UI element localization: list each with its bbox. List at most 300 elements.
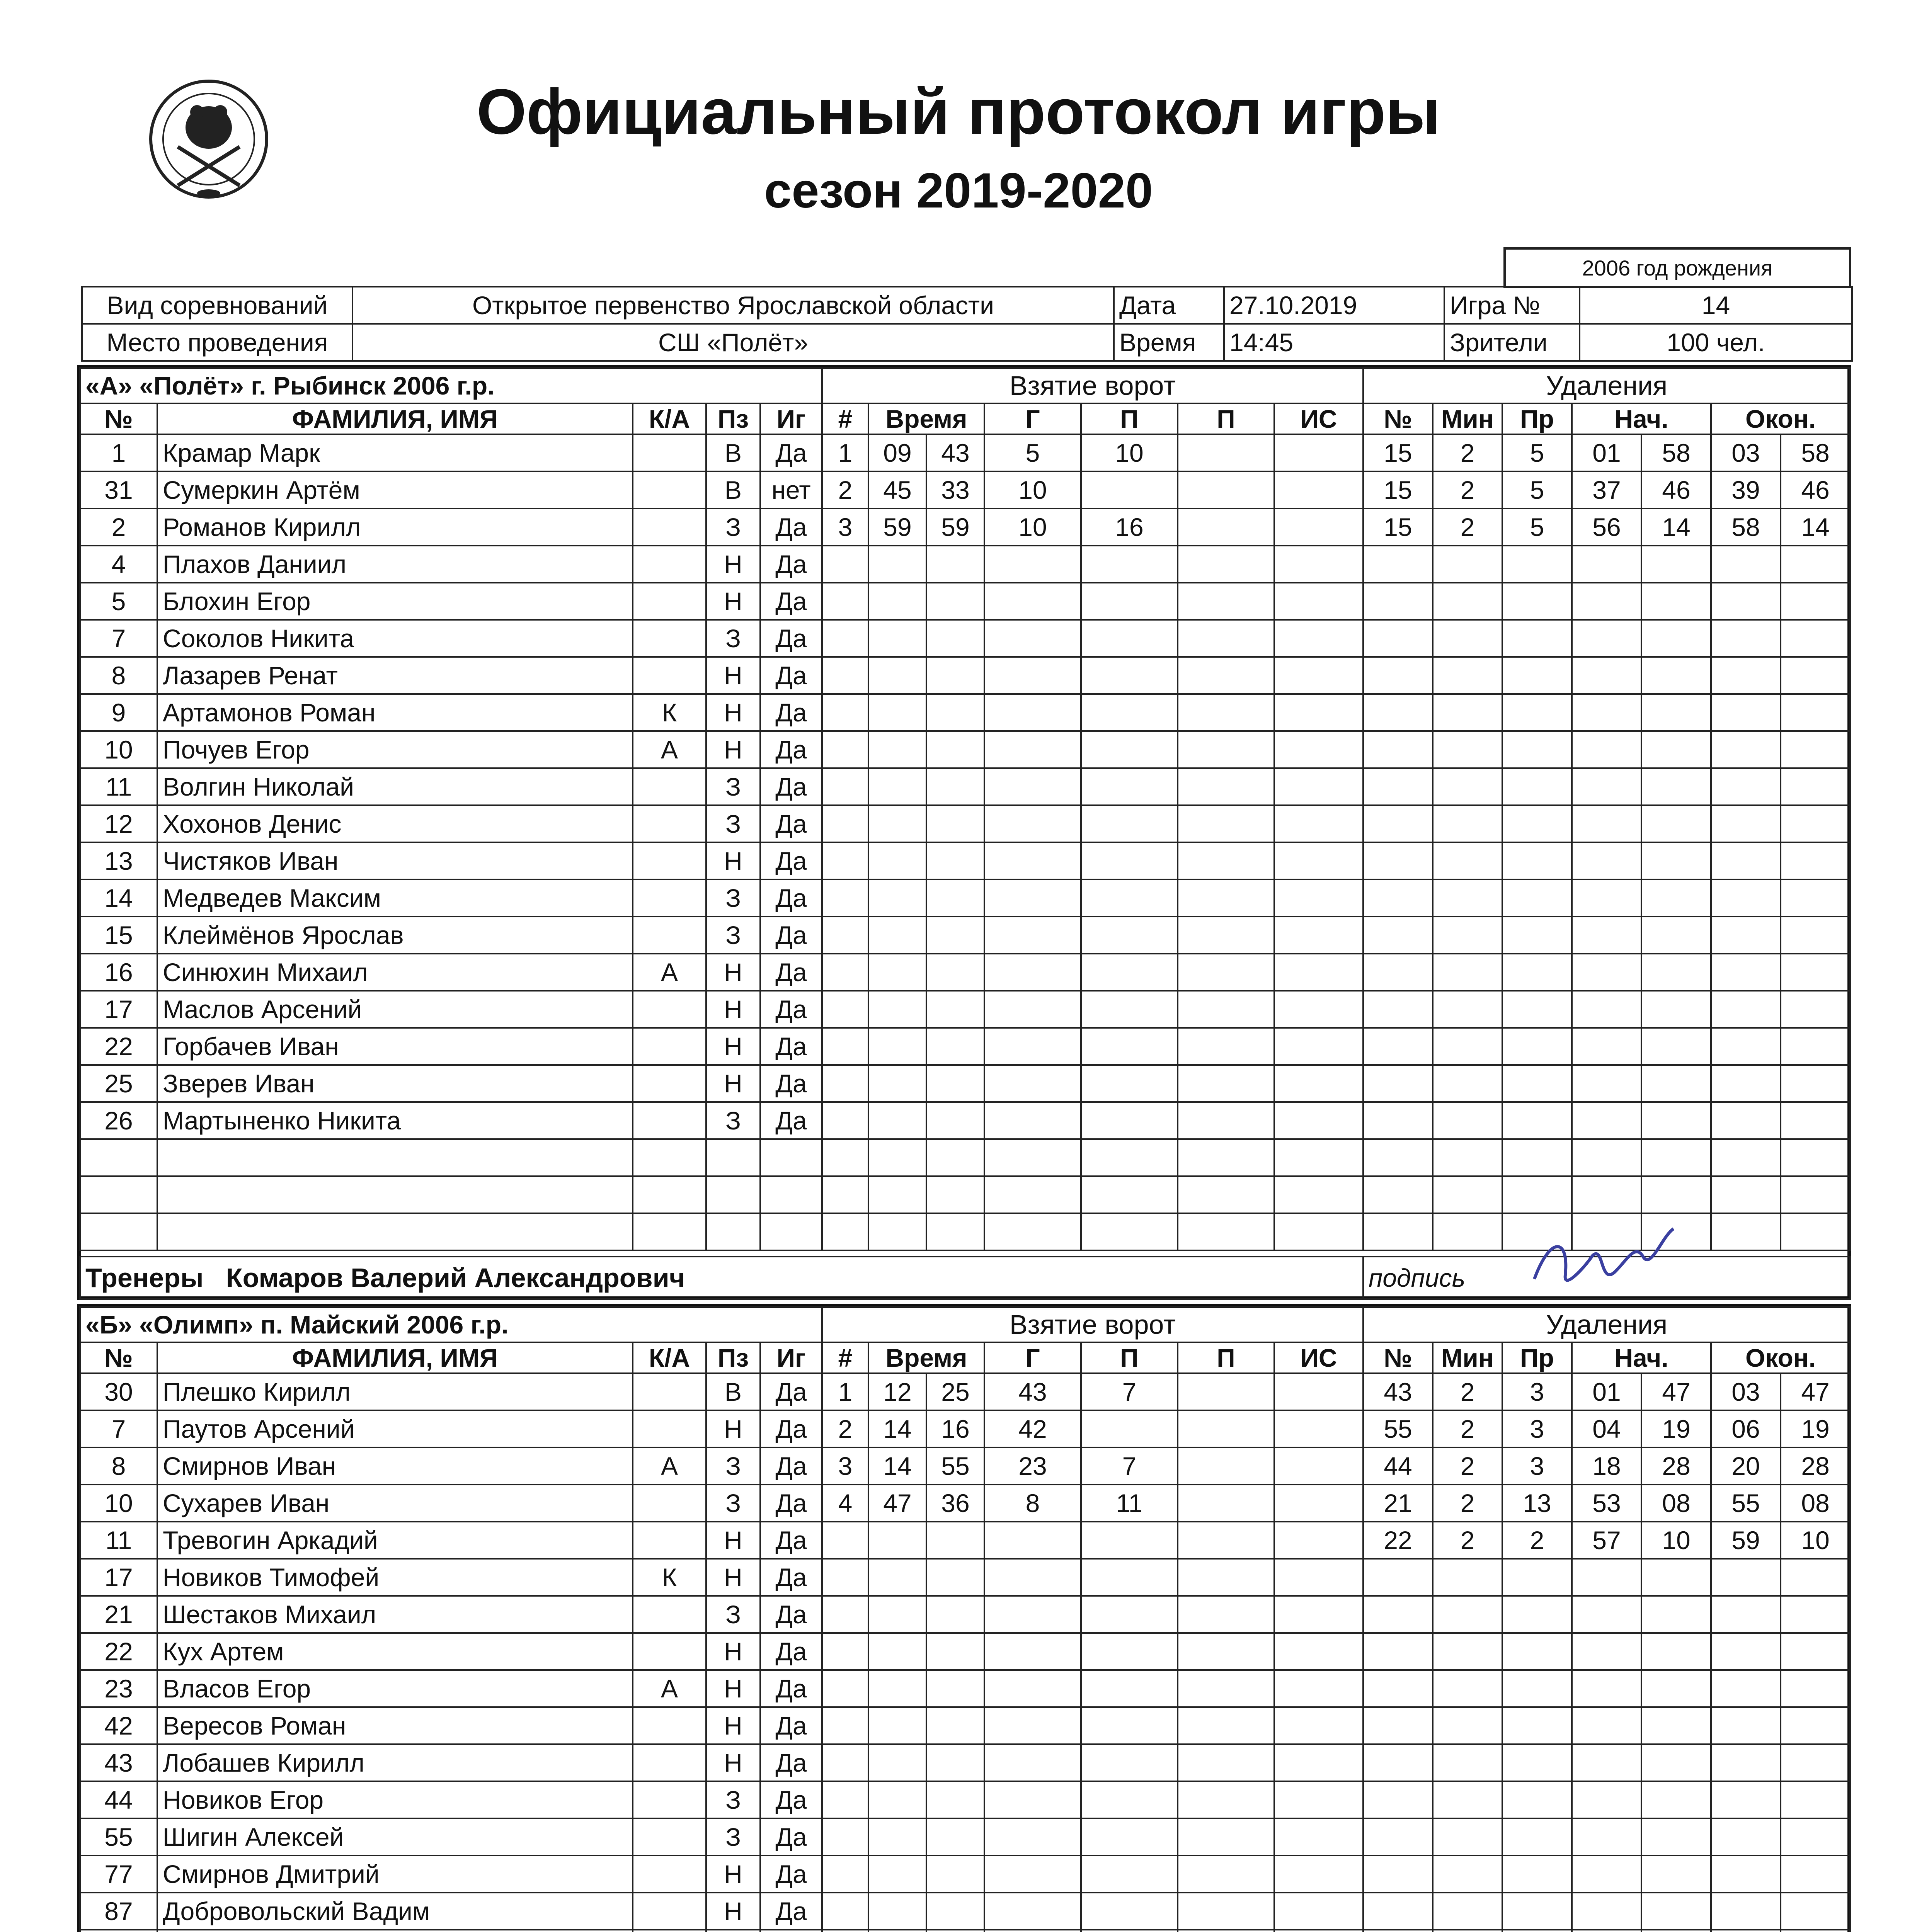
penalty-end-min	[1711, 917, 1781, 954]
penalty-start-sec: 08	[1641, 1485, 1711, 1522]
player-row	[80, 1633, 822, 1670]
penalty-start-min: 37	[1572, 471, 1641, 509]
col-assist-2: П	[1178, 1342, 1274, 1373]
goal-situation	[1274, 434, 1363, 471]
goal-assist-1	[1081, 1633, 1178, 1670]
penalty-minutes	[1433, 1818, 1502, 1855]
penalty-player	[1363, 1559, 1433, 1596]
player-row	[80, 842, 822, 879]
player-position: Н	[706, 1410, 760, 1447]
col-pen-end: Окон.	[1711, 403, 1850, 434]
goal-scorer: 10	[984, 509, 1081, 546]
player-row	[80, 1447, 822, 1485]
player-name	[157, 1213, 633, 1250]
player-captain-mark	[633, 768, 706, 805]
player-played: Да	[760, 1028, 822, 1065]
goal-minute	[868, 1633, 926, 1670]
goal-assist-2	[1178, 1485, 1274, 1522]
player-played: Да	[760, 1781, 822, 1818]
goal-situation	[1274, 879, 1363, 917]
penalty-end-sec	[1781, 1707, 1850, 1744]
penalty-start-sec	[1641, 1176, 1711, 1213]
col-pen-end: Окон.	[1711, 1342, 1850, 1373]
penalty-start-sec	[1641, 991, 1711, 1028]
goal-row	[822, 1744, 1363, 1781]
goal-row	[822, 1670, 1363, 1707]
penalty-reason	[1502, 1028, 1572, 1065]
player-name: Смирнов Дмитрий	[157, 1855, 633, 1893]
team-b-goals	[821, 1306, 1364, 1932]
player-row	[80, 1028, 822, 1065]
goal-row	[822, 546, 1363, 583]
goal-number	[822, 1028, 868, 1065]
player-name	[157, 1176, 633, 1213]
goal-assist-2	[1178, 657, 1274, 694]
player-name: Маслов Арсений	[157, 991, 633, 1028]
col-name: ФАМИЛИЯ, ИМЯ	[157, 403, 633, 434]
player-position: З	[706, 917, 760, 954]
player-number: 44	[80, 1781, 157, 1818]
penalty-start-min	[1572, 583, 1641, 620]
col-assist-2: П	[1178, 403, 1274, 434]
penalty-minutes	[1433, 1596, 1502, 1633]
penalty-start-sec	[1641, 842, 1711, 879]
goal-scorer	[984, 546, 1081, 583]
penalty-end-sec	[1781, 879, 1850, 917]
penalty-start-min: 53	[1572, 1485, 1641, 1522]
col-goal-num: #	[822, 403, 868, 434]
penalty-player: 44	[1363, 1447, 1433, 1485]
goal-number	[822, 583, 868, 620]
player-number: 42	[80, 1707, 157, 1744]
goal-second	[926, 879, 984, 917]
player-number: 11	[80, 1522, 157, 1559]
player-captain-mark	[633, 1893, 706, 1930]
penalty-start-min: 57	[1572, 1522, 1641, 1559]
player-name: Горбачев Иван	[157, 1028, 633, 1065]
penalty-end-sec	[1781, 1633, 1850, 1670]
player-number: 25	[80, 1065, 157, 1102]
penalty-reason	[1502, 1707, 1572, 1744]
penalty-reason	[1502, 805, 1572, 842]
goal-assist-2	[1178, 842, 1274, 879]
player-played: Да	[760, 1410, 822, 1447]
penalty-end-sec: 19	[1781, 1410, 1850, 1447]
penalty-end-sec: 46	[1781, 471, 1850, 509]
player-played	[760, 1213, 822, 1250]
goal-assist-1: 7	[1081, 1373, 1178, 1410]
player-number: 17	[80, 1559, 157, 1596]
penalty-player	[1363, 1781, 1433, 1818]
goal-scorer	[984, 1744, 1081, 1781]
player-position: Н	[706, 1893, 760, 1930]
player-played: Да	[760, 954, 822, 991]
goal-situation	[1274, 1373, 1363, 1410]
col-pz: Пз	[706, 403, 760, 434]
penalty-start-sec	[1641, 768, 1711, 805]
player-name	[157, 1139, 633, 1176]
goal-row	[822, 1930, 1363, 1932]
penalty-reason	[1502, 1596, 1572, 1633]
goal-minute: 47	[868, 1485, 926, 1522]
penalty-reason	[1502, 1176, 1572, 1213]
penalty-reason	[1502, 991, 1572, 1028]
penalty-minutes	[1433, 1633, 1502, 1670]
goal-number	[822, 1670, 868, 1707]
penalty-start-sec: 46	[1641, 471, 1711, 509]
goal-assist-1: 10	[1081, 434, 1178, 471]
player-captain-mark	[633, 1373, 706, 1410]
penalty-row	[1363, 1373, 1850, 1410]
penalty-reason	[1502, 546, 1572, 583]
player-name: Медведев Максим	[157, 879, 633, 917]
penalty-end-sec	[1781, 694, 1850, 731]
goal-row	[822, 1596, 1363, 1633]
penalty-minutes	[1433, 1781, 1502, 1818]
goal-second	[926, 546, 984, 583]
penalty-start-min	[1572, 991, 1641, 1028]
player-played: Да	[760, 731, 822, 768]
col-name: ФАМИЛИЯ, ИМЯ	[157, 1342, 633, 1373]
penalty-player	[1363, 1744, 1433, 1781]
goal-number	[822, 1930, 868, 1932]
player-captain-mark	[633, 434, 706, 471]
player-position: З	[706, 1447, 760, 1485]
player-row	[80, 1596, 822, 1633]
goal-assist-1	[1081, 1781, 1178, 1818]
player-number	[80, 1213, 157, 1250]
player-position: Н	[706, 954, 760, 991]
player-name: Сухарев Иван	[157, 1485, 633, 1522]
penalty-minutes: 2	[1433, 1485, 1502, 1522]
penalty-row	[1363, 471, 1850, 509]
penalty-end-min	[1711, 1893, 1781, 1930]
penalty-reason	[1502, 1139, 1572, 1176]
penalty-start-min	[1572, 1028, 1641, 1065]
player-row	[80, 1670, 822, 1707]
goal-assist-2	[1178, 620, 1274, 657]
penalty-reason	[1502, 1559, 1572, 1596]
col-pen-start: Нач.	[1572, 1342, 1711, 1373]
goal-scorer	[984, 731, 1081, 768]
penalty-start-sec	[1641, 805, 1711, 842]
player-captain-mark	[633, 1744, 706, 1781]
goal-assist-2	[1178, 1410, 1274, 1447]
player-position: З	[706, 1818, 760, 1855]
penalty-row	[1363, 694, 1850, 731]
team-b-goals-title: Взятие ворот	[822, 1307, 1363, 1342]
penalty-start-min	[1572, 1559, 1641, 1596]
goal-assist-2	[1178, 805, 1274, 842]
goal-second: 36	[926, 1485, 984, 1522]
goal-number	[822, 1781, 868, 1818]
penalty-player	[1363, 842, 1433, 879]
player-position: З	[706, 1781, 760, 1818]
goal-row	[822, 1893, 1363, 1930]
penalty-row	[1363, 1176, 1850, 1213]
goal-number	[822, 917, 868, 954]
penalty-player	[1363, 694, 1433, 731]
player-captain-mark	[633, 1522, 706, 1559]
player-number: 11	[80, 768, 157, 805]
player-position: Н	[706, 1065, 760, 1102]
goal-minute	[868, 1855, 926, 1893]
penalty-reason	[1502, 1781, 1572, 1818]
goal-assist-1	[1081, 1065, 1178, 1102]
penalty-start-sec	[1641, 1028, 1711, 1065]
penalty-start-min	[1572, 1707, 1641, 1744]
penalty-end-sec	[1781, 1102, 1850, 1139]
penalty-player: 15	[1363, 471, 1433, 509]
goal-row	[822, 1213, 1363, 1250]
penalty-start-min	[1572, 731, 1641, 768]
goal-scorer	[984, 954, 1081, 991]
penalty-minutes	[1433, 1176, 1502, 1213]
player-name: Клеймёнов Ярослав	[157, 917, 633, 954]
goal-number	[822, 1596, 868, 1633]
penalty-end-sec: 58	[1781, 434, 1850, 471]
player-played: Да	[760, 1485, 822, 1522]
player-number: 22	[80, 1028, 157, 1065]
goal-second	[926, 1176, 984, 1213]
penalty-end-min	[1711, 1670, 1781, 1707]
penalty-minutes	[1433, 1213, 1502, 1250]
penalty-start-min	[1572, 1102, 1641, 1139]
player-row	[80, 1818, 822, 1855]
player-name: Плахов Даниил	[157, 546, 633, 583]
penalty-reason: 3	[1502, 1373, 1572, 1410]
player-number: 8	[80, 1447, 157, 1485]
penalty-end-min	[1711, 1855, 1781, 1893]
penalty-row	[1363, 1522, 1850, 1559]
player-row	[80, 1213, 822, 1250]
penalty-end-min	[1711, 731, 1781, 768]
penalty-row	[1363, 657, 1850, 694]
penalty-player	[1363, 1139, 1433, 1176]
goal-number	[822, 1818, 868, 1855]
penalty-minutes	[1433, 1028, 1502, 1065]
goal-assist-2	[1178, 1176, 1274, 1213]
player-played: Да	[760, 917, 822, 954]
goal-situation	[1274, 768, 1363, 805]
goal-scorer: 42	[984, 1410, 1081, 1447]
penalty-player	[1363, 1633, 1433, 1670]
penalty-start-sec	[1641, 1893, 1711, 1930]
penalty-end-min: 58	[1711, 509, 1781, 546]
penalty-reason: 2	[1502, 1522, 1572, 1559]
goal-situation	[1274, 1065, 1363, 1102]
player-played: Да	[760, 434, 822, 471]
penalty-row	[1363, 991, 1850, 1028]
goal-number: 2	[822, 1410, 868, 1447]
penalty-end-min	[1711, 991, 1781, 1028]
goal-second: 55	[926, 1447, 984, 1485]
penalty-start-sec	[1641, 1596, 1711, 1633]
player-position: Н	[706, 1670, 760, 1707]
goal-scorer	[984, 1781, 1081, 1818]
penalty-end-min	[1711, 842, 1781, 879]
player-position: З	[706, 620, 760, 657]
col-assist-1: П	[1081, 403, 1178, 434]
goal-minute	[868, 768, 926, 805]
col-num: №	[80, 1342, 157, 1373]
player-number: 5	[80, 583, 157, 620]
goal-minute	[868, 1670, 926, 1707]
penalty-row	[1363, 1485, 1850, 1522]
goal-scorer: 5	[984, 434, 1081, 471]
penalty-minutes	[1433, 546, 1502, 583]
goal-minute: 09	[868, 434, 926, 471]
player-number: 17	[80, 991, 157, 1028]
player-number	[80, 1139, 157, 1176]
player-played: Да	[760, 546, 822, 583]
player-played: Да	[760, 1522, 822, 1559]
goal-second	[926, 620, 984, 657]
penalty-player	[1363, 583, 1433, 620]
penalty-start-min	[1572, 1596, 1641, 1633]
player-number	[80, 1176, 157, 1213]
penalty-end-sec: 08	[1781, 1485, 1850, 1522]
goal-assist-2	[1178, 1559, 1274, 1596]
team-b-penalties	[1362, 1306, 1851, 1932]
penalty-end-min	[1711, 1633, 1781, 1670]
penalty-reason: 5	[1502, 509, 1572, 546]
penalty-end-sec: 47	[1781, 1373, 1850, 1410]
col-ig: Иг	[760, 403, 822, 434]
penalty-end-sec	[1781, 1930, 1850, 1932]
penalty-end-sec	[1781, 583, 1850, 620]
penalty-player	[1363, 1065, 1433, 1102]
player-played: Да	[760, 1893, 822, 1930]
player-row	[80, 991, 822, 1028]
team-b-roster	[79, 1306, 823, 1932]
penalty-row	[1363, 1102, 1850, 1139]
place-value: СШ «Полёт»	[352, 324, 1114, 361]
penalty-start-min	[1572, 954, 1641, 991]
goal-assist-1	[1081, 583, 1178, 620]
penalty-end-min: 55	[1711, 1485, 1781, 1522]
goal-second: 43	[926, 434, 984, 471]
penalty-end-sec	[1781, 954, 1850, 991]
penalty-end-sec	[1781, 657, 1850, 694]
goal-situation	[1274, 1781, 1363, 1818]
goal-minute: 59	[868, 509, 926, 546]
penalty-reason	[1502, 917, 1572, 954]
penalty-start-min	[1572, 546, 1641, 583]
penalty-minutes	[1433, 1930, 1502, 1932]
goal-second: 33	[926, 471, 984, 509]
goal-number	[822, 1176, 868, 1213]
player-number: 87	[80, 1893, 157, 1930]
goal-row	[822, 917, 1363, 954]
goal-situation	[1274, 1633, 1363, 1670]
goal-second	[926, 1930, 984, 1932]
player-row	[80, 879, 822, 917]
penalty-start-min	[1572, 1633, 1641, 1670]
goal-number	[822, 879, 868, 917]
team-a-signature-label: подпись	[1363, 1257, 1850, 1299]
game-value: 14	[1580, 287, 1852, 324]
goal-situation	[1274, 731, 1363, 768]
goal-scorer: 43	[984, 1373, 1081, 1410]
penalty-reason	[1502, 657, 1572, 694]
penalty-start-min	[1572, 1818, 1641, 1855]
penalty-end-sec	[1781, 1596, 1850, 1633]
penalty-end-sec	[1781, 991, 1850, 1028]
penalty-start-sec	[1641, 1633, 1711, 1670]
player-name: Власов Егор	[157, 1670, 633, 1707]
team-a-coach-signature	[1527, 1221, 1689, 1306]
goal-row	[822, 1522, 1363, 1559]
penalty-minutes	[1433, 1855, 1502, 1893]
penalty-end-sec	[1781, 1065, 1850, 1102]
player-number: 2	[80, 509, 157, 546]
player-number: 77	[80, 1855, 157, 1893]
penalty-end-min	[1711, 546, 1781, 583]
penalty-row	[1363, 1855, 1850, 1893]
penalty-minutes	[1433, 768, 1502, 805]
penalty-end-min	[1711, 1744, 1781, 1781]
goal-second: 25	[926, 1373, 984, 1410]
player-position: Н	[706, 657, 760, 694]
player-position: З	[706, 1596, 760, 1633]
goal-scorer	[984, 1707, 1081, 1744]
player-captain-mark: К	[633, 1559, 706, 1596]
penalty-end-min	[1711, 1028, 1781, 1065]
goal-row	[822, 434, 1363, 471]
player-captain-mark: К	[633, 694, 706, 731]
penalty-player: 15	[1363, 509, 1433, 546]
col-pen-start: Нач.	[1572, 403, 1711, 434]
penalty-start-sec	[1641, 620, 1711, 657]
goal-minute	[868, 1028, 926, 1065]
goal-minute	[868, 1818, 926, 1855]
col-pen-num: №	[1363, 1342, 1433, 1373]
penalty-row	[1363, 1559, 1850, 1596]
penalty-row	[1363, 1139, 1850, 1176]
player-position: З	[706, 1102, 760, 1139]
goal-assist-1	[1081, 1670, 1178, 1707]
penalty-reason	[1502, 1065, 1572, 1102]
goal-number	[822, 1139, 868, 1176]
player-position: Н	[706, 1707, 760, 1744]
penalty-minutes: 2	[1433, 509, 1502, 546]
goal-scorer	[984, 1522, 1081, 1559]
penalty-end-sec	[1781, 1855, 1850, 1893]
player-played: Да	[760, 879, 822, 917]
penalty-minutes: 2	[1433, 1410, 1502, 1447]
goal-minute	[868, 917, 926, 954]
goal-assist-2	[1178, 509, 1274, 546]
penalty-player: 55	[1363, 1410, 1433, 1447]
goal-row	[822, 1176, 1363, 1213]
penalty-player	[1363, 805, 1433, 842]
competition-label: Вид соревнований	[82, 287, 352, 324]
goal-number	[822, 694, 868, 731]
goal-situation	[1274, 546, 1363, 583]
goal-second	[926, 917, 984, 954]
goal-assist-2	[1178, 991, 1274, 1028]
col-pen-reason: Пр	[1502, 403, 1572, 434]
goal-assist-1: 11	[1081, 1485, 1178, 1522]
goal-number	[822, 620, 868, 657]
goal-assist-2	[1178, 1596, 1274, 1633]
penalty-end-sec	[1781, 1744, 1850, 1781]
goal-scorer	[984, 768, 1081, 805]
player-position: З	[706, 509, 760, 546]
penalty-minutes	[1433, 917, 1502, 954]
player-name: Зверев Иван	[157, 1065, 633, 1102]
